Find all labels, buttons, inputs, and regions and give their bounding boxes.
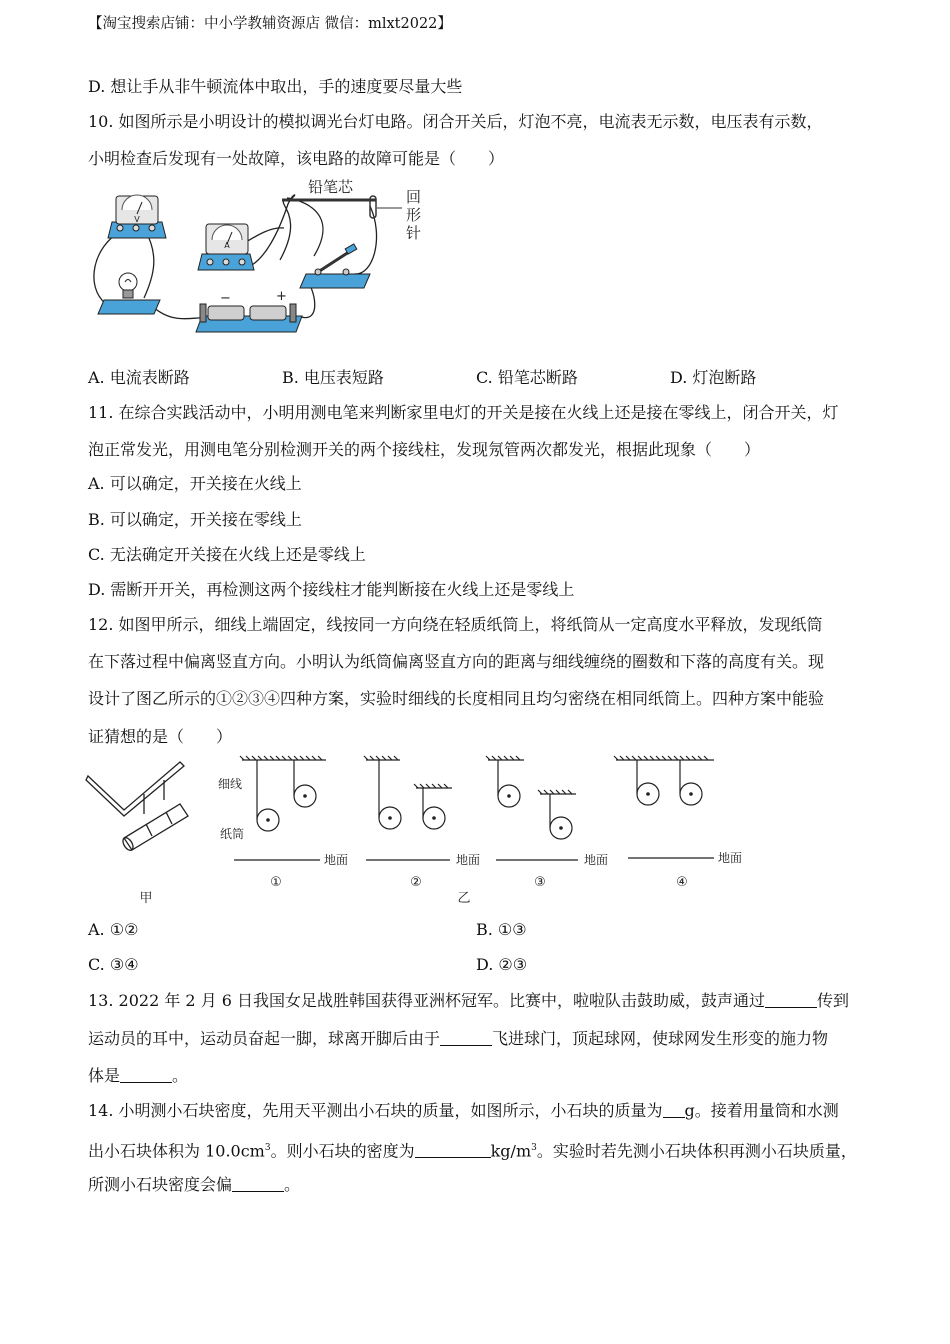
q14-line2-text-b: 。则小石块的密度为 bbox=[270, 1141, 415, 1161]
scheme-4-icon bbox=[614, 756, 714, 858]
q13-line3-text-b: 。 bbox=[172, 1066, 189, 1085]
ground-label-4: 地面 bbox=[718, 851, 743, 865]
ammeter-symbol: A bbox=[224, 241, 230, 250]
q13-blank-1[interactable] bbox=[765, 991, 817, 1008]
pencil-lead-label: 铅笔芯 bbox=[308, 178, 354, 196]
clip-label-1: 回 bbox=[406, 188, 422, 206]
scheme-1-label: ① bbox=[270, 875, 282, 890]
q10-stem-line1: 10. 如图所示是小明设计的模拟调光台灯电路。闭合开关后，灯泡不亮，电流表无示数，电压表有示数， bbox=[88, 112, 823, 131]
figure-yi-label: 乙 bbox=[457, 891, 471, 906]
q12-option-a: A. ①② bbox=[88, 920, 139, 939]
scheme-3-icon bbox=[486, 756, 578, 860]
q13-line2-text-a: 运动员的耳中，运动员奋起一脚，球离开脚后由于 bbox=[88, 1029, 441, 1048]
q14-line3-text-a: 所测小石块密度会偏 bbox=[88, 1175, 233, 1194]
q10-option-b: B. 电压表短路 bbox=[282, 368, 384, 387]
q11-option-b: B. 可以确定，开关接在零线上 bbox=[88, 510, 302, 529]
q13-line2 bbox=[88, 1029, 828, 1049]
battery-icon bbox=[196, 304, 302, 332]
q9-option-d: D. 想让手从非牛顿流体中取出，手的速度要尽量大些 bbox=[88, 77, 463, 96]
q14-line2-sup-2: 3 bbox=[531, 1143, 537, 1153]
q11-option-a: A. 可以确定，开关接在火线上 bbox=[88, 474, 302, 493]
q12-stem-line3: 设计了图乙所示的①②③④四种方案，实验时细线的长度相同且均匀密绕在相同纸筒上。四种方案中能验 bbox=[88, 689, 825, 708]
tube-label: 纸筒 bbox=[220, 827, 245, 841]
scheme-3-label: ③ bbox=[534, 875, 546, 890]
q14-line1-text-a: 14. 小明测小石块密度，先用天平测出小石块的质量，如图所示，小石块的质量为 bbox=[88, 1101, 663, 1120]
q13-line1 bbox=[88, 991, 849, 1011]
q11-stem-line2: 泡正常发光，用测电笔分别检测开关的两个接线柱，发现氖管两次都发光，根据此现象（ ） bbox=[88, 440, 761, 459]
q11-stem-line1: 11. 在综合实践活动中，小明用测电笔来判断家里电灯的开关是接在火线上还是接在零线上，闭合开关，灯 bbox=[88, 403, 839, 422]
ground-label-2: 地面 bbox=[456, 853, 481, 867]
q10-stem-line2: 小明检查后发现有一处故障，该电路的故障可能是（ ） bbox=[88, 149, 505, 168]
q13-line3-text-a: 体是 bbox=[88, 1066, 121, 1085]
q11-option-c: C. 无法确定开关接在火线上还是零线上 bbox=[88, 545, 366, 564]
q13-blank-3[interactable] bbox=[120, 1066, 172, 1083]
q13-blank-2[interactable] bbox=[440, 1029, 492, 1046]
q12-option-c: C. ③④ bbox=[88, 955, 139, 974]
battery-plus-sign: + bbox=[276, 289, 287, 304]
thread-label: 细线 bbox=[218, 777, 243, 791]
q14-line2 bbox=[88, 1138, 857, 1161]
voltmeter-symbol: V bbox=[134, 215, 140, 224]
ground-label-1: 地面 bbox=[324, 853, 349, 867]
q14-line2-text-c: kg/m bbox=[490, 1141, 532, 1161]
q14-line2-text-d: 。实验时若先测小石块体积再测小石块质量， bbox=[536, 1141, 857, 1161]
q10-option-a: A. 电流表断路 bbox=[88, 368, 190, 387]
knife-switch-icon bbox=[300, 244, 370, 288]
q14-blank-1[interactable] bbox=[663, 1101, 685, 1118]
battery-minus-sign: − bbox=[220, 291, 231, 306]
q14-line3-text-b: 。 bbox=[284, 1175, 301, 1194]
q13-line1-text-b: 传到 bbox=[817, 991, 850, 1010]
q14-line3 bbox=[88, 1175, 300, 1195]
q13-line1-text-a: 13. 2022 年 2 月 6 日我国女足战胜韩国获得亚洲杯冠军。比赛中，啦啦队击鼓助威，鼓声通过 bbox=[88, 991, 766, 1010]
q12-option-b: B. ①③ bbox=[476, 920, 527, 939]
q12-figure bbox=[84, 754, 764, 910]
figure-jia-icon bbox=[86, 762, 188, 852]
q12-option-d: D. ②③ bbox=[476, 955, 528, 974]
q13-line3 bbox=[88, 1066, 188, 1086]
page-header: 【淘宝搜索店铺：中小学教辅资源店 微信：mlxt2022】 bbox=[88, 16, 452, 32]
q12-stem-line4: 证猜想的是（ ） bbox=[88, 727, 233, 746]
q14-line2-sup-1: 3 bbox=[264, 1143, 271, 1153]
q14-blank-3[interactable] bbox=[232, 1175, 284, 1192]
q11-option-d: D. 需断开开关，再检测这两个接线柱才能判断接在火线上还是零线上 bbox=[88, 580, 575, 599]
q10-option-c: C. 铅笔芯断路 bbox=[476, 368, 578, 387]
q13-line2-text-b: 飞进球门，顶起球网，使球网发生形变的施力物 bbox=[492, 1029, 829, 1048]
ground-label-3: 地面 bbox=[584, 853, 609, 867]
scheme-2-label: ② bbox=[410, 875, 422, 890]
q12-stem-line1: 12. 如图甲所示，细线上端固定，线按同一方向绕在轻质纸筒上，将纸筒从一定高度水平释放，发现纸筒 bbox=[88, 615, 823, 634]
figure-jia-label: 甲 bbox=[139, 891, 153, 906]
q12-stem-line2: 在下落过程中偏离竖直方向。小明认为纸筒偏离竖直方向的距离与细线缠绕的圈数和下落的高度有关。现 bbox=[88, 652, 825, 671]
q14-blank-2[interactable] bbox=[415, 1141, 491, 1158]
q14-line1-text-b: g。接着用量筒和水测 bbox=[684, 1101, 839, 1120]
q14-line1 bbox=[88, 1101, 839, 1121]
q10-circuit-figure bbox=[84, 176, 444, 342]
scheme-4-label: ④ bbox=[676, 875, 688, 890]
scheme-2-icon bbox=[364, 756, 452, 860]
q10-option-d: D. 灯泡断路 bbox=[670, 368, 757, 387]
clip-label-3: 针 bbox=[406, 224, 422, 242]
scheme-1-icon bbox=[234, 756, 326, 860]
q14-line2-text-a: 出小石块体积为 10.0cm bbox=[88, 1141, 265, 1161]
clip-label-2: 形 bbox=[406, 206, 422, 224]
